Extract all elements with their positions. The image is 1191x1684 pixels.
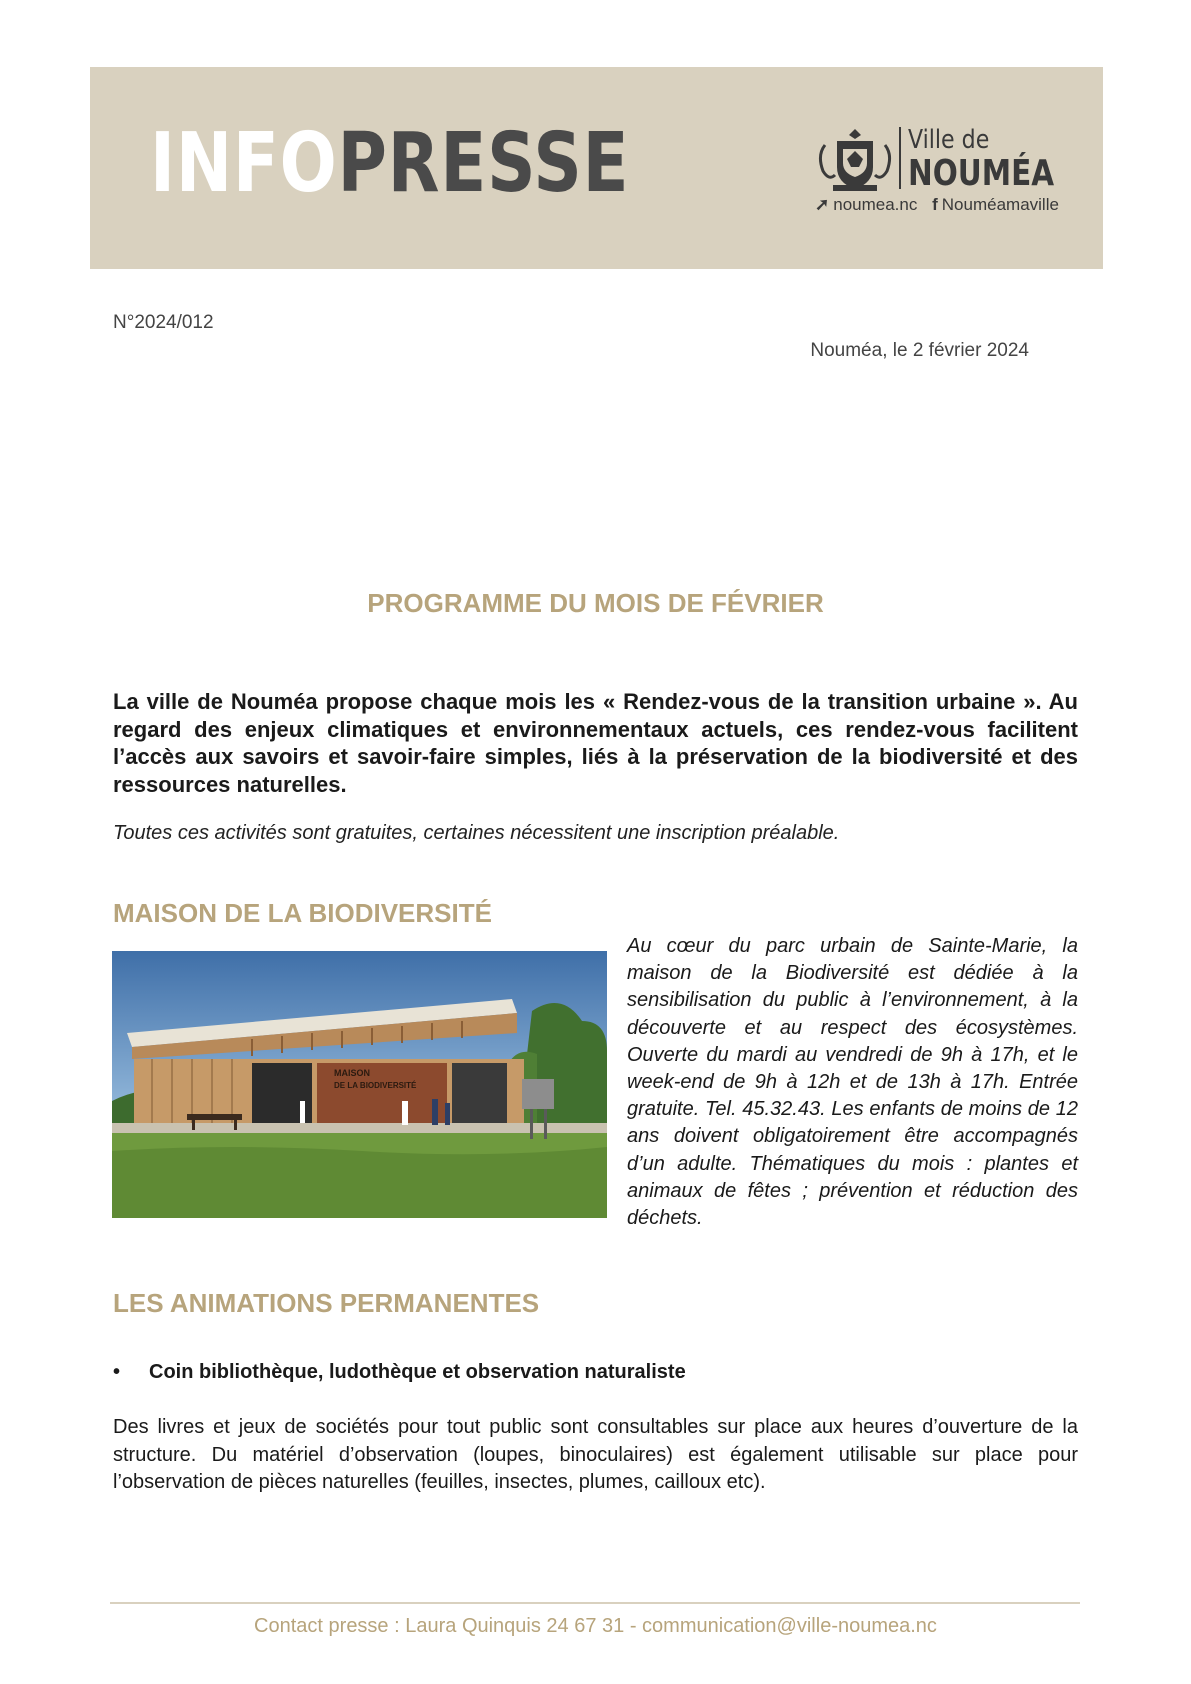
maison-biodiversite-photo (112, 951, 607, 1218)
info-presse-title (150, 116, 630, 211)
ville-de-noumea-logo (815, 125, 1059, 215)
header-banner (90, 67, 1103, 269)
send-icon: ➚ (815, 195, 830, 214)
bullet-text: Coin bibliothèque, ludothèque et observation naturaliste (149, 1361, 686, 1383)
photo-sign-line2: DE LA BIODIVERSITÉ (334, 1081, 417, 1090)
logo-noumea: NOUMÉA (908, 153, 1055, 194)
document-number: N°2024/012 (113, 312, 214, 333)
website-link[interactable]: noumea.nc (833, 195, 918, 214)
facebook-icon: f (932, 195, 938, 214)
list-item (113, 1361, 686, 1384)
section-heading-animations: LES ANIMATIONS PERMANENTES (113, 1288, 540, 1318)
facebook-link[interactable]: Nouméamaville (941, 195, 1059, 214)
press-contact-footer: Contact presse : Laura Quinquis 24 67 31 - communication@ville-noumea.nc (254, 1615, 937, 1637)
lead-paragraph: La ville de Nouméa propose chaque mois les « Rendez-vous de la transition urbaine ». Au regard des enjeux climatiques et environnementaux actuels, ces rendez-vous facilitent l’accès aux savoirs et savoir-faire simples, liés à la préservation de la biodiversité et des ressources naturelles. (113, 689, 1078, 797)
bullet-marker: • (113, 1361, 121, 1383)
presse-word: PRESSE (337, 116, 630, 211)
document-date: Nouméa, le 2 février 2024 (810, 340, 1029, 361)
city-crest-icon (815, 125, 895, 195)
logo-social-links (815, 195, 1059, 215)
section-heading-maison: MAISON DE LA BIODIVERSITÉ (113, 898, 492, 928)
page-title: PROGRAMME DU MOIS DE FÉVRIER (367, 588, 824, 618)
logo-ville-de: Ville de (908, 125, 990, 155)
info-word: INFO (150, 116, 338, 211)
footer-divider (110, 1602, 1080, 1604)
logo-divider (899, 127, 901, 189)
photo-sign-line1: MAISON (334, 1068, 370, 1078)
free-activities-note: Toutes ces activités sont gratuites, certaines nécessitent une inscription préalable. (113, 822, 840, 844)
animations-description: Des livres et jeux de sociétés pour tout public sont consultables sur place aux heures d’ouverture de la structure. Du matériel d’observation (loupes, binoculaires) est également utilisable sur place pour l’observation de pièces naturelles (feuilles, insectes, plumes, cailloux etc). (113, 1416, 1078, 1493)
maison-description: Au cœur du parc urbain de Sainte-Marie, la maison de la Biodiversité est dédiée à la sensibilisation du public à l’environnement, à la découverte et au respect des écosystèmes. Ouverte du mardi au vendredi de 9h à 17h, et le week-end de 9h à 12h et de 13h à 17h. Entrée gratuite. Tel. 45.32.43. Les enfants de moins de 12 ans doivent obligatoirement être accompagnés d’un adulte. Thématiques du mois : plantes et animaux de fêtes ; prévention et réduction des déchets. (627, 935, 1078, 1230)
